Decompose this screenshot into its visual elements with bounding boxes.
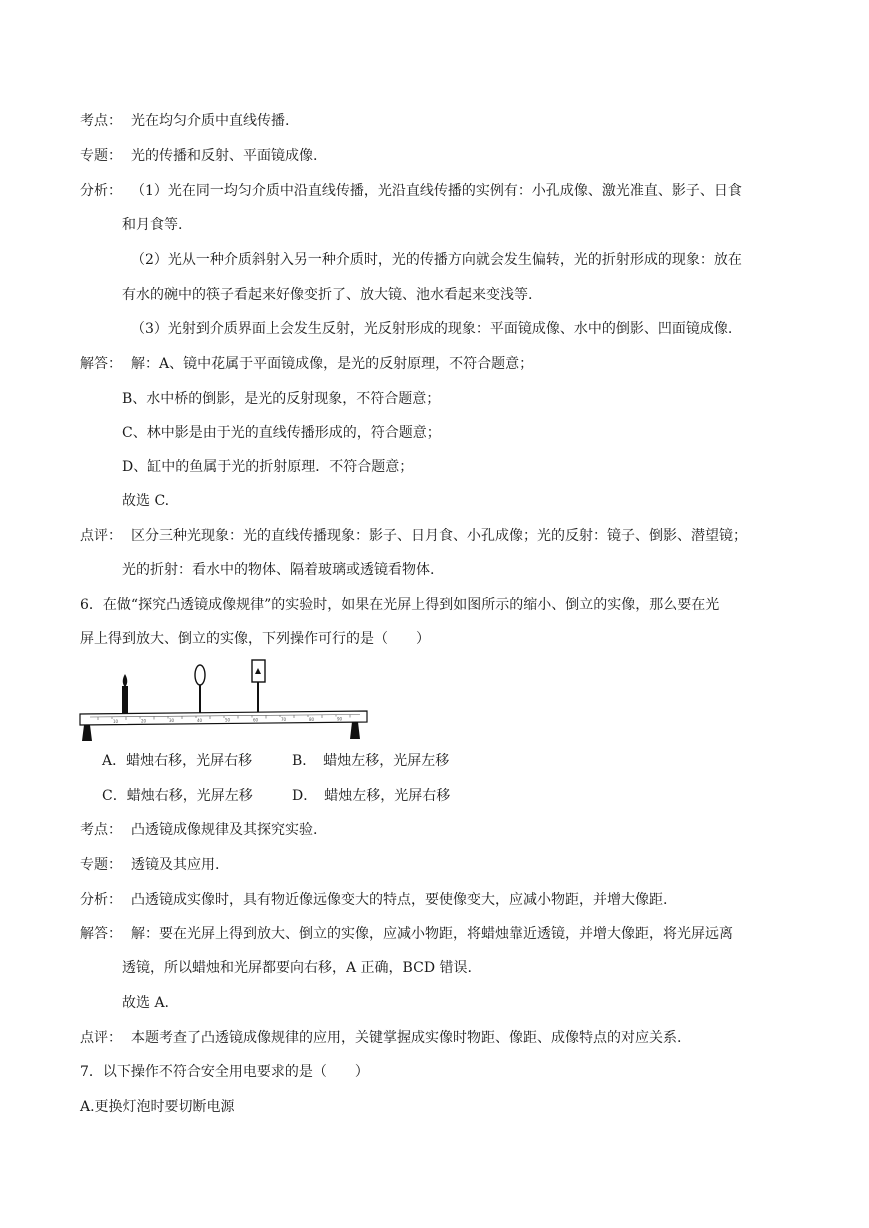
q6-jieda-answer: 故选 A.: [122, 995, 170, 1011]
dianping-line2: 光的折射：看水中的物体、隔着玻璃或透镜看物体.: [122, 562, 435, 578]
kaodian-text: 光在均匀介质中直线传播.: [131, 113, 290, 129]
q6-jieda-line1: 解：要在光屏上得到放大、倒立的实像，应减小物距，将蜡烛靠近透镜，并增大像距，将光屏远离: [131, 926, 733, 942]
fenxi-p3: （3）光射到介质界面上会发生反射，光反射形成的现象：平面镜成像、水中的倒影、凹面镜成像.: [131, 321, 733, 337]
ruler-tick-label: 70: [281, 717, 287, 723]
q6-stem-line2: 屏上得到放大、倒立的实像，下列操作可行的是（ ）: [80, 631, 430, 647]
q7-stem: 7．以下操作不符合安全用电要求的是（ ）: [80, 1064, 369, 1080]
light-screen-icon: [252, 660, 265, 713]
ruler-tick-label: 40: [197, 718, 203, 723]
dianping-label: 点评：: [80, 528, 122, 544]
kaodian-label: 考点：: [80, 113, 122, 129]
q6-fenxi-label: 分析：: [80, 892, 122, 908]
q7-option-a: A.更换灯泡时要切断电源: [80, 1099, 235, 1115]
q6-zhuanti-text: 透镜及其应用.: [131, 857, 220, 873]
dianping-line1: 区分三种光现象：光的直线传播现象：影子、日月食、小孔成像；光的反射：镜子、倒影、潜望镜；: [131, 528, 747, 544]
ruler-tick-label: 80: [309, 716, 315, 722]
q6-zhuanti-label: 专题：: [80, 857, 122, 873]
q6-dianping-text: 本题考查了凸透镜成像规律的应用，关键掌握成实像时物距、像距、成像特点的对应关系.: [131, 1030, 682, 1046]
jieda-label: 解答：: [80, 356, 122, 372]
q6-option-b: B． 蜡烛左移，光屏左移: [292, 753, 450, 769]
q6-jieda-line2: 透镜，所以蜡烛和光屏都要向右移，A 正确，BCD 错误.: [122, 960, 472, 976]
zhuanti-text: 光的传播和反射、平面镜成像.: [131, 148, 318, 164]
fenxi-p1-line1: （1）光在同一均匀介质中沿直线传播，光沿直线传播的实例有：小孔成像、激光准直、影子、日食: [131, 183, 742, 199]
convex-lens-icon: [195, 665, 205, 713]
q6-option-c: C．蜡烛右移，光屏左移: [102, 788, 253, 804]
ruler-tick-label: 30: [169, 718, 175, 724]
ruler-tick-label: 60: [253, 717, 259, 723]
q6-jieda-label: 解答：: [80, 926, 122, 942]
q6-kaodian-text: 凸透镜成像规律及其探究实验.: [131, 822, 318, 838]
jieda-line1: 解：A、镜中花属于平面镜成像，是光的反射原理，不符合题意；: [131, 356, 534, 372]
zhuanti-label: 专题：: [80, 148, 122, 164]
jieda-line4: D、缸中的鱼属于光的折射原理．不符合题意；: [122, 459, 414, 475]
q6-option-d: D． 蜡烛左移，光屏右移: [292, 788, 451, 804]
jieda-answer: 故选 C.: [122, 493, 170, 509]
ruler-tick-label: 20: [141, 718, 147, 724]
ruler-tick-label: 90: [337, 716, 343, 722]
q6-fenxi-text: 凸透镜成实像时，具有物近像远像变大的特点，要使像变大，应减小物距，并增大像距.: [131, 892, 668, 908]
q6-stem-line1: 6．在做“探究凸透镜成像规律”的实验时，如果在光屏上得到如图所示的缩小、倒立的实像，那么要在光: [80, 597, 720, 613]
fenxi-label: 分析：: [80, 183, 122, 199]
ruler-tick-label: 50: [225, 717, 231, 723]
fenxi-p2-line2: 有水的碗中的筷子看起来好像变折了、放大镜、池水看起来变浅等.: [122, 287, 533, 303]
fenxi-p2-line1: （2）光从一种介质斜射入另一种介质时，光的传播方向就会发生偏转，光的折射形成的现象：放在: [131, 252, 742, 268]
jieda-line2: B、水中桥的倒影，是光的反射现象，不符合题意；: [122, 391, 441, 407]
ruler-tick-label: 10: [113, 719, 119, 724]
bench-rail: [80, 711, 367, 725]
q6-kaodian-label: 考点：: [80, 822, 122, 838]
jieda-line3: C、林中影是由于光的直线传播形成的，符合题意；: [122, 425, 441, 441]
q6-dianping-label: 点评：: [80, 1030, 122, 1046]
optical-bench-figure: [78, 657, 370, 743]
q6-option-a: A．蜡烛右移，光屏右移: [102, 753, 253, 769]
candle-icon: [122, 674, 128, 713]
fenxi-p1-line2: 和月食等.: [122, 217, 183, 233]
